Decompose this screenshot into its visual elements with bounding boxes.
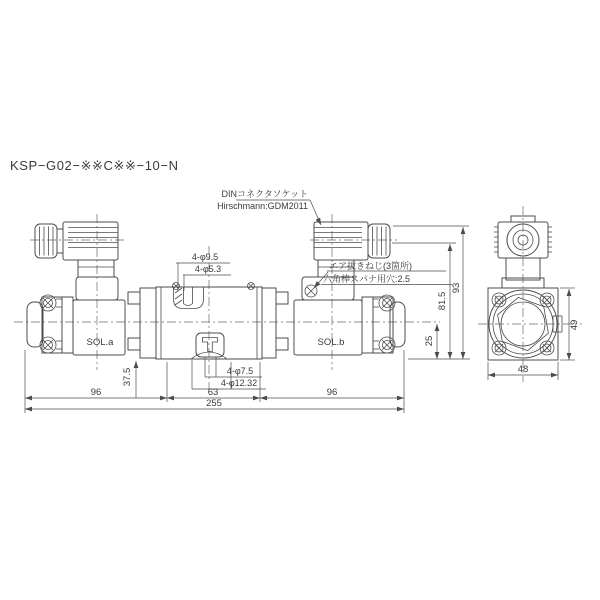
dim-48: 48 <box>517 364 529 375</box>
left-tube-adapter <box>128 288 156 358</box>
hole-label-9-5: 4-φ9.5 <box>191 252 219 262</box>
dim-93: 93 <box>451 282 462 294</box>
air-bleed-callout <box>314 260 452 288</box>
dim-81-5: 81.5 <box>437 291 448 311</box>
dimension-annotations <box>25 226 580 413</box>
top-hole-labels <box>176 252 231 291</box>
hole-label-5-3: 4-φ5.3 <box>194 264 222 274</box>
dim-49: 49 <box>569 319 580 331</box>
hole-label-12-32: 4-φ12.32 <box>220 378 258 388</box>
dim-96-right: 96 <box>326 387 338 398</box>
right-tube-adapter <box>262 288 288 358</box>
dim-25: 25 <box>424 335 435 347</box>
air-bleed-callout-line2: 六角棒スパナ用穴:2.5 <box>323 274 411 284</box>
left-end-cap <box>27 295 73 353</box>
side-view <box>488 216 562 360</box>
centerlines <box>14 206 582 392</box>
sol-b-label: SOL.b <box>317 337 345 348</box>
model-code: KSP−G02−※※C※※−10−N <box>10 158 179 173</box>
bottom-hole-labels <box>192 357 266 389</box>
cable-gland-cap <box>368 224 390 258</box>
din-connector-callout <box>217 189 321 225</box>
dim-255: 255 <box>206 398 222 409</box>
right-end-cap <box>362 295 405 353</box>
right-solenoid-coil <box>294 277 362 355</box>
dim-37-5: 37.5 <box>122 367 133 387</box>
dim-96-left: 96 <box>90 387 102 398</box>
cable-gland-cap <box>35 224 57 258</box>
din-callout-line1: DINコネクタソケット <box>221 189 308 199</box>
dim-63: 63 <box>207 387 219 398</box>
left-din-connector <box>35 222 118 277</box>
front-view <box>27 222 405 359</box>
din-callout-line2: Hirschmann:GDM2011 <box>217 201 308 211</box>
sol-a-label: SOL.a <box>86 337 114 348</box>
hole-label-7-5: 4-φ7.5 <box>226 366 254 376</box>
left-solenoid-coil <box>73 277 125 355</box>
air-bleed-callout-line1: エア抜きねじ(3箇所) <box>329 261 412 271</box>
